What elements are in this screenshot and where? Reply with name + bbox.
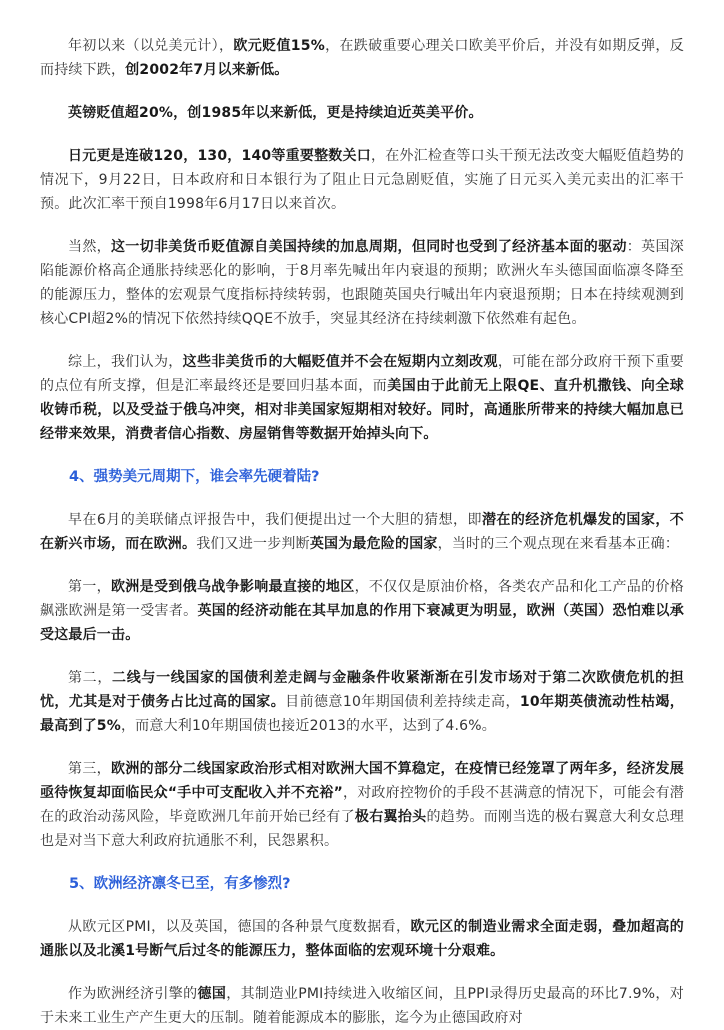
- text-span: 我们又进一步判断: [196, 536, 310, 552]
- text-span: 早在6月的美联储点评报告中，我们便提出过一个大胆的猜想，即: [68, 512, 482, 528]
- text-span: ，不仅仅是原油价格，各类农产品和化工产品的价格飙涨欧洲是第一受害者。: [40, 579, 684, 619]
- text-span: ，在跌破重要心理关口欧美平价后，并没有如期反弹，反而持续下跌，: [40, 38, 684, 78]
- article-section-currency: [40, 34, 684, 446]
- bold-text: 这一切非美货币贬值源自美国持续的加息周期，但同时也受到了经济基本面的驱动: [110, 239, 627, 255]
- text-span: 从欧元区PMI，以及英国，德国的各种景气度数据看，: [68, 919, 411, 935]
- bold-text: 日元更是连破120，130，140等重要整数关口: [68, 148, 371, 164]
- bold-text: 这些非美货币的大幅贬值并不会在短期内立刻改观: [182, 354, 498, 370]
- article-section-hard-landing: [40, 508, 684, 853]
- bold-text: 欧元区的制造业需求全面走弱，叠加超高的通胀以及北溪1号断气后过冬的能源压力，整体面临的宏观环境十分艰难。: [40, 919, 684, 959]
- article-section-europe-winter: [40, 915, 684, 1030]
- bold-text: 美国由于此前无上限QE、直升机撒钱、向全球收铸币税，以及受益于俄乌冲突，相对非美国家短期相对较好。同时，高通胀所带来的持续大幅加息已经带来效果，消费者信心指数、房屋销售等数据开始掉头向下。: [40, 378, 684, 442]
- text-span: 作为欧洲经济引擎的: [68, 986, 198, 1002]
- text-span: 当然，: [68, 239, 111, 255]
- section-heading-4: 4、强势美元周期下，谁会率先硬着陆?: [69, 469, 320, 485]
- paragraph: [40, 235, 684, 331]
- text-span: 的趋势。而刚当选的极右翼意大利女总理也是对当下意大利政府抗通胀不利，民怨累积。: [40, 809, 685, 849]
- text-span: 第一，: [68, 579, 111, 595]
- bold-text: 10年期英债流动性枯竭，最高到了5%: [40, 694, 684, 734]
- paragraph: [40, 915, 684, 963]
- bold-text: 英国为最危险的国家: [309, 536, 438, 552]
- text-span: 第三，: [68, 761, 111, 777]
- paragraph: [40, 101, 684, 125]
- text-span: ，其制造业PMI持续进入收缩区间，且PPI录得历史最高的环比7.9%，对于未来工业生产产生更大的压制。随着能源成本的膨胀，迄今为止德国政府对: [40, 986, 684, 1026]
- text-span: ，对政府控物价的手段不甚满意的情况下，可能会有潜在的政治动荡风险，毕竟欧洲几年前开始已经有了: [40, 785, 684, 825]
- text-span: 目前德意10年期国债利差持续走高，: [285, 694, 520, 710]
- paragraph: [40, 982, 684, 1030]
- text-span: 年初以来（以兑美元计），: [68, 38, 234, 54]
- text-span: 综上，我们认为，: [68, 354, 183, 370]
- paragraph: [40, 508, 684, 556]
- text-span: ，而意大利10年期国债也接近2013的水平，达到了4.6%。: [120, 718, 496, 734]
- paragraph: [40, 757, 684, 853]
- bold-text: 潜在的经济危机爆发的国家，不在新兴市场，而在欧洲。: [40, 512, 684, 552]
- bold-text: 英镑贬值超20%，创1985年以来新低，更是持续迫近英美平价。: [68, 105, 483, 121]
- text-span: ，在外汇检查等口头干预无法改变大幅贬值趋势的情况下，9月22日，日本政府和日本银行为了阻止日元急剧贬值，实施了日元买入美元卖出的汇率干预。此次汇率干预自1998年6月17日以来首次。: [40, 148, 684, 212]
- text-span: ：英国深陷能源价格高企通胀持续恶化的影响，于8月率先喊出年内衰退的预期；欧洲火车头德国面临凛冬降至的能源压力，整体的宏观景气度指标持续转弱，也跟随英国央行喊出年内衰退预期；日本在持续观测到核心CPI超2%的情况下依然持续QQE不放手，突显其经济在持续刺激下依然难有起色。: [40, 239, 684, 327]
- bold-text: 英国的经济动能在其早加息的作用下衰减更为明显，欧洲（英国）恐怕难以承受这最后一击。: [40, 603, 684, 643]
- paragraph: [40, 575, 684, 647]
- bold-text: 二线与一线国家的国债利差走阔与金融条件收紧渐渐在引发市场对于第二次欧债危机的担忧，尤其是对于债务占比过高的国家。: [40, 670, 684, 710]
- paragraph: [40, 350, 684, 446]
- paragraph: [40, 666, 684, 738]
- section-heading-5: 5、欧洲经济凛冬已至，有多惨烈?: [69, 876, 291, 892]
- bold-text: 欧元贬值15%: [233, 38, 325, 54]
- bold-text: 创2002年7月以来新低。: [125, 62, 289, 78]
- bold-text: 欧洲的部分二线国家政治形式相对欧洲大国不算稳定，在疫情已经笼罩了两年多，经济发展亟待恢复却面临民众“手中可支配收入并不充裕”: [40, 761, 685, 801]
- bold-text: 极右翼抬头: [354, 809, 427, 825]
- bold-text: 欧洲是受到俄乌战争影响最直接的地区: [110, 579, 355, 595]
- paragraph: [40, 144, 684, 216]
- text-span: ，当时的三个观点现在来看基本正确：: [437, 536, 680, 552]
- text-span: 第二，: [68, 670, 113, 686]
- bold-text: 德国: [197, 986, 227, 1002]
- paragraph: [40, 34, 684, 82]
- text-span: ，可能在部分政府干预下重要的点位有所支撑，但是汇率最终还是要回归基本面，而: [40, 354, 684, 394]
